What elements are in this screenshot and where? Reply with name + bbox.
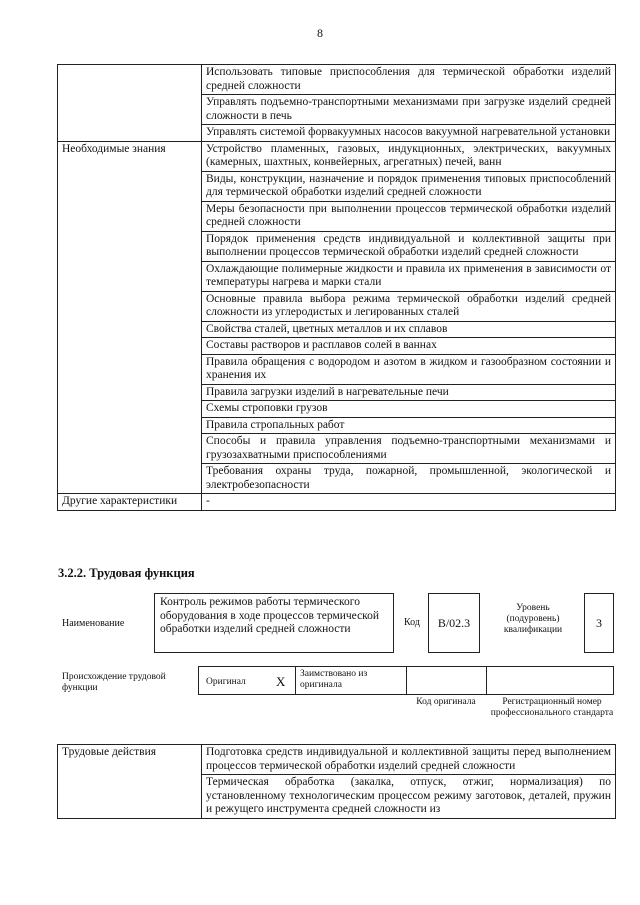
level-value-box <box>584 593 614 653</box>
borrowed-label: Заимствовано из оригинала <box>300 669 368 690</box>
original-mark: X <box>276 674 286 689</box>
table-cell: Использовать типовые приспособления для термической обработки изделий средней сложности <box>202 65 616 95</box>
table-cell: Правила обращения с водородом и азотом в жидком и газообразном состоянии и хранения их <box>202 354 616 384</box>
code-value-box <box>428 593 480 653</box>
table-row <box>58 745 616 775</box>
origin-label: Происхождение трудовой функции <box>62 672 166 693</box>
table-cell: Устройство пламенных, газовых, индукционных, электрических, вакуумных (камерных, шахтных, конвейерных, агрегатных) печей, ванн <box>202 141 616 171</box>
name-label: Наименование <box>62 618 125 629</box>
table-cell: Меры безопасности при выполнении процессов термической обработки изделий средней сложности <box>202 201 616 231</box>
original-label: Оригинал <box>206 677 246 687</box>
table-cell: Свойства сталей, цветных металлов и их сплавов <box>202 321 616 338</box>
table-cell: Подготовка средств индивидуальной и коллективной защиты перед выполнением процессов термической обработки изделий средней сложности <box>202 745 616 775</box>
knowledge-table <box>57 64 616 511</box>
table-cell: Управлять подъемно-транспортными механизмами при загрузке изделий средней сложности в печь <box>202 95 616 125</box>
row-group-label: Необходимые знания <box>58 141 202 494</box>
table-cell: Правила загрузки изделий в нагревательные печи <box>202 384 616 401</box>
code-of-original-label: Код оригинала <box>416 697 476 707</box>
level-value: 3 <box>596 616 602 630</box>
origin-divider-3 <box>486 666 487 695</box>
table-cell: - <box>202 494 616 511</box>
page-number: 8 <box>317 26 323 40</box>
code-value: B/02.3 <box>437 616 471 630</box>
row-group-label: Трудовые действия <box>58 745 202 819</box>
table-cell: Требования охраны труда, пожарной, промышленной, экологической и электробезопасности <box>202 464 616 494</box>
table-cell: Основные правила выбора режима термической обработки изделий средней сложности из углеродистых и легированных сталей <box>202 291 616 321</box>
table-cell: Способы и правила управления подъемно-транспортными механизмами и грузозахватными приспособлениями <box>202 434 616 464</box>
table-cell: Охлаждающие полимерные жидкости и правила их применения в зависимости от температуры нагрева и марки стали <box>202 261 616 291</box>
code-label: Код <box>404 617 420 628</box>
table-cell: Правила стропальных работ <box>202 417 616 434</box>
table-cell: Виды, конструкции, назначение и порядок применения типовых приспособлений для термической обработки изделий средней сложности <box>202 171 616 201</box>
table-cell: Схемы строповки грузов <box>202 401 616 418</box>
row-group-label <box>58 65 202 142</box>
level-label: Уровень (подуровень) квалификации <box>503 603 563 635</box>
row-group-label: Другие характеристики <box>58 494 202 511</box>
origin-divider-1 <box>295 666 296 695</box>
table-row <box>58 494 616 511</box>
reg-number-label: Регистрационный номер профессионального стандарта <box>490 697 614 718</box>
name-value-box <box>154 593 394 653</box>
table-row <box>58 65 616 95</box>
table-row <box>58 141 616 171</box>
table-cell: Составы растворов и расплавов солей в ваннах <box>202 338 616 355</box>
origin-divider-2 <box>406 666 407 695</box>
table-cell: Управлять системой форвакуумных насосов вакуумной нагревательной установки <box>202 125 616 142</box>
function-name: Контроль режимов работы термического оборудования в ходе процессов термической обработки изделий средней сложности <box>160 596 380 635</box>
table-cell: Порядок применения средств индивидуальной и коллективной защиты при выполнении процессов термической обработки изделий средней сложности <box>202 231 616 261</box>
actions-table <box>57 744 616 819</box>
section-heading: 3.2.2. Трудовая функция <box>58 566 195 580</box>
table-cell: Термическая обработка (закалка, отпуск, отжиг, нормализация) по установленному технологическим процессом режиму заготовок, деталей, пружин и режущего инструмента средней сложности из <box>202 775 616 819</box>
